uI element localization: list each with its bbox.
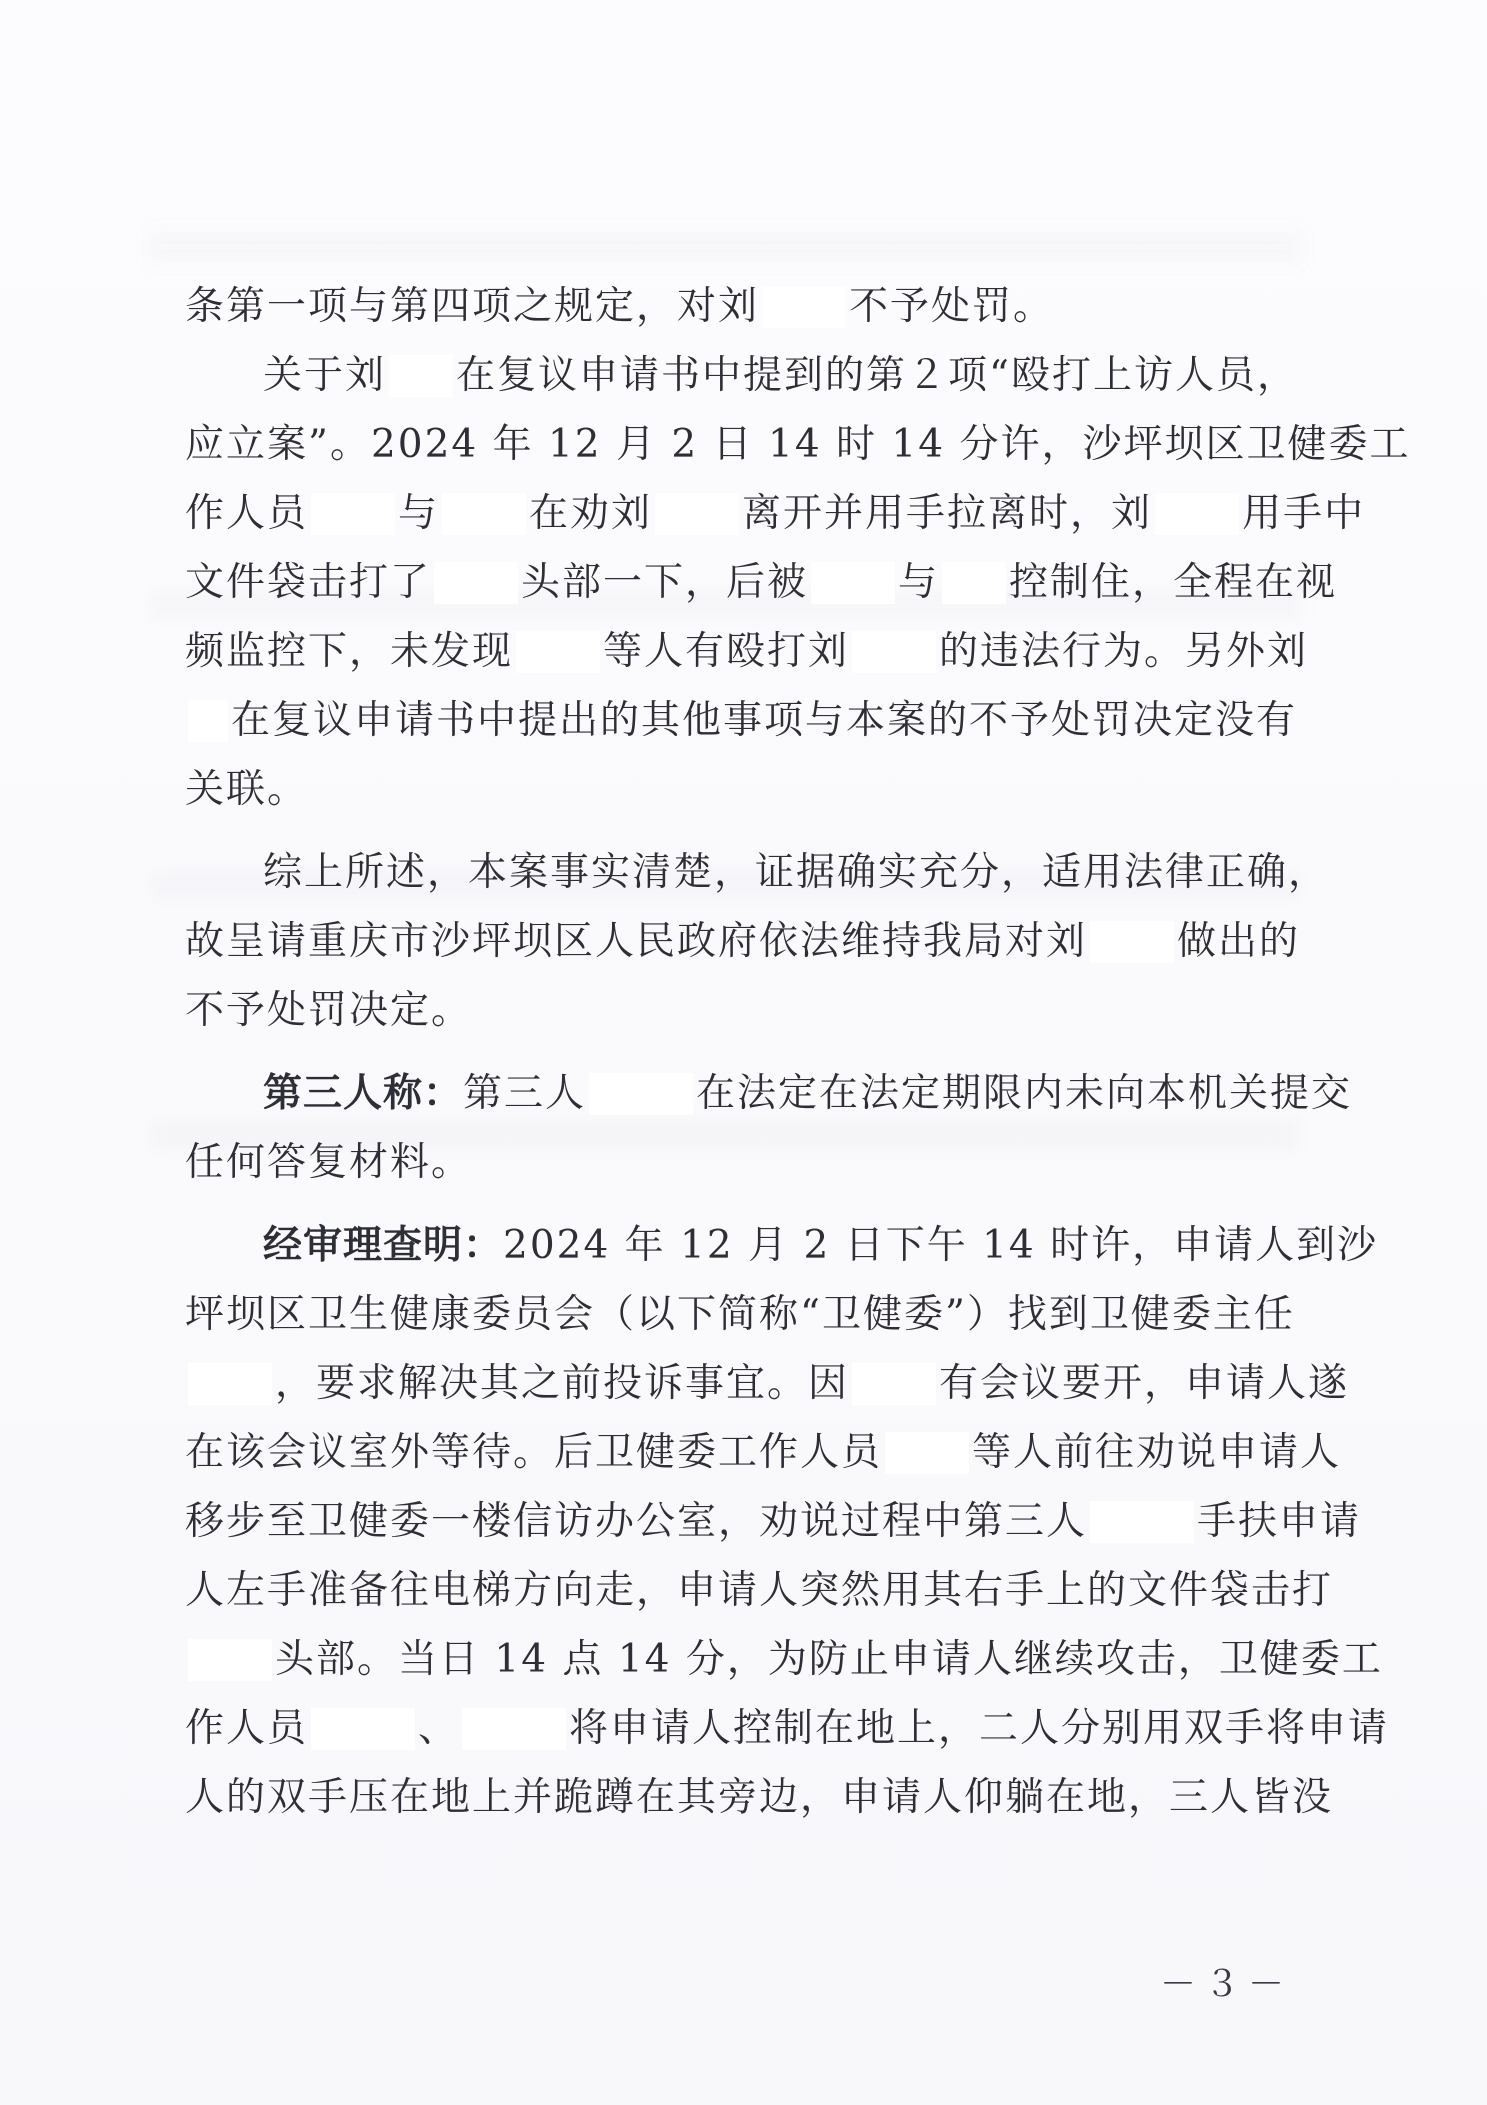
text-span: 等人前往劝说申请人 [972,1430,1342,1475]
text-line [185,755,1293,824]
text-span: 在复议申请书中提到的第２项“殴打上访人员， [456,353,1298,398]
text-span: 2024 年 12 月 2 日下午 14 时许，申请人到沙 [503,1223,1379,1268]
text-span: 等人有殴打刘 [603,629,850,674]
text-span: 文件袋击打了 [185,560,432,605]
text-line [185,341,1298,410]
text-span: 任何答复材料。 [185,1140,473,1185]
text-span: 故呈请重庆市沙坪坝区人民政府依法维持我局对刘 [185,919,1088,964]
text-span: 不予处罚。 [849,284,1055,329]
text-span: 作人员 [185,491,309,536]
text-span: 坪坝区卫生健康委员会（以下简称“卫健委”）找到卫健委主任 [185,1292,1295,1337]
text-line [185,907,1301,976]
text-span: 在法定在法定期限内未向本机关提交 [696,1071,1353,1116]
text-line [185,1211,1379,1280]
text-span: 在复议申请书中提出的其他事项与本案的不予处罚决定没有 [231,698,1298,743]
text-line [185,1418,1342,1487]
text-span: 的违法行为。另外刘 [939,629,1309,674]
text-span: 做出的 [1177,919,1301,964]
text-span: 在劝刘 [529,491,653,536]
text-span: ，要求解决其之前投诉事宜。因 [275,1361,850,1406]
redaction-box [1155,493,1239,535]
redaction-box [1090,1501,1194,1543]
text-line [185,617,1309,686]
text-line [185,1625,1383,1694]
redaction-box [434,562,518,604]
text-span: 关联。 [185,767,309,812]
redaction-box [188,700,228,742]
text-span: 用手中 [1242,491,1366,536]
redaction-box [589,1073,693,1115]
text-line [185,272,1293,341]
text-span: 应立案”。2024 年 12 月 2 日 14 时 14 分许，沙坪坝区卫健委工 [185,422,1411,467]
document-body [185,272,1411,1832]
text-span: 人左手准备往电梯方向走，申请人突然用其右手上的文件袋击打 [185,1568,1334,1613]
text-line [185,410,1411,479]
redaction-box [188,1363,272,1405]
text-line [185,1694,1390,1763]
show-through-shadow [150,232,1300,262]
text-span: 离开并用手拉离时，刘 [742,491,1153,536]
text-line [185,1349,1350,1418]
text-span: 人的双手压在地上并跪蹲在其旁边，申请人仰躺在地，三人皆没 [185,1775,1334,1820]
text-span: 第三人 [463,1071,587,1116]
redaction-box [516,631,600,673]
text-span: 控制住，全程在视 [1009,560,1338,605]
text-span: 将申请人控制在地上，二人分别用双手将申请 [569,1706,1390,1751]
text-line [185,1556,1334,1625]
redaction-box [762,286,846,328]
text-span: 与 [898,560,940,605]
text-line [185,1487,1362,1556]
text-span: 综上所述，本案事实清楚，证据确实充分，适用法律正确， [263,850,1330,895]
text-line [185,976,1293,1045]
redaction-box [462,1708,566,1750]
redaction-box [655,493,739,535]
text-line [185,838,1330,907]
redaction-box [188,1639,272,1681]
text-span: 频监控下，未发现 [185,629,514,674]
section-label: 第三人称： [263,1071,464,1116]
text-line [185,686,1298,755]
redaction-box [311,493,395,535]
redaction-box [942,562,1006,604]
text-span: 有会议要开，申请人遂 [939,1361,1350,1406]
text-span: 、 [418,1706,460,1751]
text-span: 关于刘 [263,353,387,398]
text-span: 作人员 [185,1706,309,1751]
text-span: 手扶申请 [1197,1499,1362,1544]
text-span: 不予处罚决定。 [185,988,473,1033]
redaction-box [311,1708,415,1750]
text-span: 头部。当日 14 点 14 分，为防止申请人继续攻击，卫健委工 [275,1637,1383,1682]
text-line [185,479,1366,548]
page-number: －３－ [1160,1964,1293,2005]
redaction-box [442,493,526,535]
redaction-box [852,1363,936,1405]
text-line [185,1280,1293,1349]
text-span: 条第一项与第四项之规定，对刘 [185,284,760,329]
section-label: 经审理查明： [263,1223,504,1268]
text-span: 在该会议室外等待。后卫健委工作人员 [185,1430,883,1475]
text-line [185,1763,1334,1832]
text-span: 与 [398,491,440,536]
redaction-box [389,355,453,397]
text-line [185,1059,1353,1128]
text-span: 移步至卫健委一楼信访办公室，劝说过程中第三人 [185,1499,1088,1544]
text-span: 头部一下，后被 [521,560,809,605]
redaction-box [852,631,936,673]
redaction-box [811,562,895,604]
redaction-box [885,1432,969,1474]
text-line [185,1128,1293,1197]
redaction-box [1090,921,1174,963]
text-line [185,548,1338,617]
